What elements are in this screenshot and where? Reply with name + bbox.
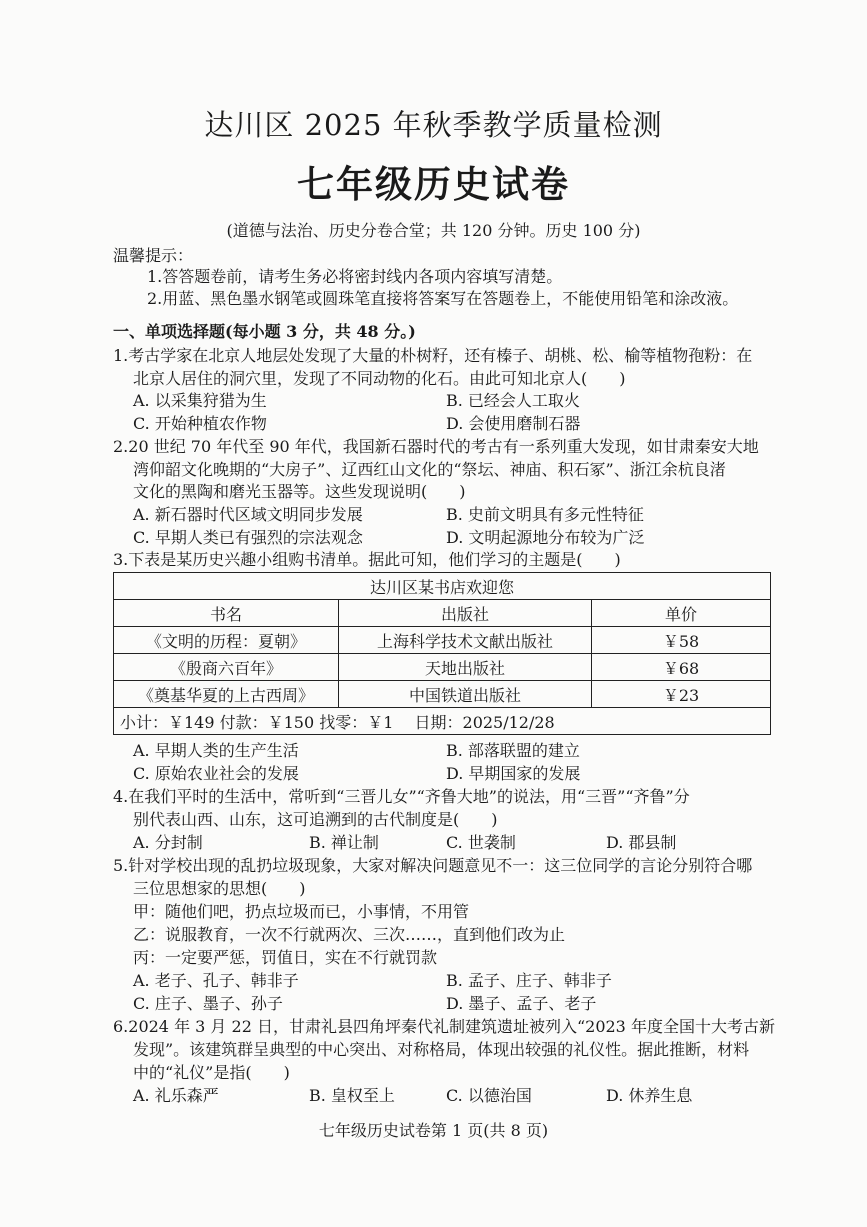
table-row [114, 681, 771, 708]
table-cell: 《奠基华夏的上古西周》 [114, 681, 339, 708]
q4-stem-line1: 4.在我们平时的生活中，常听到“三晋儿女”“齐鲁大地”的说法，用“三晋”“齐鲁”分 [113, 787, 690, 806]
q4-option-a: A. 分封制 [133, 833, 203, 852]
q5-option-c: C. 庄子、墨子、孙子 [133, 994, 283, 1013]
table-cell: 上海科学技术文献出版社 [339, 627, 592, 654]
q1-option-b: B. 已经会人工取火 [446, 391, 580, 410]
q5-stem-line2: 三位思想家的思想( ) [133, 879, 306, 898]
table-cell: ￥58 [592, 627, 771, 654]
section-title: 一、单项选择题(每小题 3 分，共 48 分。) [113, 322, 416, 341]
q5-statement-1: 甲：随他们吧，扔点垃圾而已，小事情，不用管 [133, 902, 470, 921]
q5-option-d: D. 墨子、孟子、老子 [446, 994, 597, 1013]
q6-stem-line1: 6.2024 年 3 月 22 日，甘肃礼县四角坪秦代礼制建筑遗址被列入“2023 年度全国十大考古新 [113, 1017, 775, 1036]
tip-1: 1.答答题卷前，请考生务必将密封线内各项内容填写清楚。 [147, 267, 563, 286]
q3-option-b: B. 部落联盟的建立 [446, 741, 580, 760]
q2-stem-line2: 湾仰韶文化晚期的“大房子”、辽西红山文化的“祭坛、神庙、积石冢”、浙江余杭良渚 [133, 460, 726, 479]
table-row [114, 627, 771, 654]
q5-statement-3: 丙：一定要严惩，罚值日，实在不行就罚款 [133, 948, 438, 967]
q1-stem-line1: 1.考古学家在北京人地层处发现了大量的朴树籽，还有榛子、胡桃、松、榆等植物孢粉：在 [113, 346, 753, 365]
q4-option-d: D. 郡县制 [606, 833, 677, 852]
table-header-price: 单价 [592, 600, 771, 627]
q4-option-c: C. 世袭制 [446, 833, 516, 852]
q2-option-b: B. 史前文明具有多元性特征 [446, 505, 644, 524]
table-summary: 小计：￥149 付款：￥150 找零：￥1 日期：2025/12/28 [114, 708, 771, 735]
q5-option-b: B. 孟子、庄子、韩非子 [446, 971, 612, 990]
tips-label: 温馨提示： [113, 246, 194, 265]
q2-option-d: D. 文明起源地分布较为广泛 [446, 528, 645, 547]
q6-stem-line2: 发现”。该建筑群呈典型的中心突出、对称格局，体现出较强的礼仪性。据此推断，材料 [133, 1040, 750, 1059]
q4-stem-line2: 别代表山西、山东，这可追溯到的古代制度是( ) [133, 810, 498, 829]
tip-2: 2.用蓝、黑色墨水钢笔或圆珠笔直接将答案写在答题卷上，不能使用铅笔和涂改液。 [147, 289, 739, 308]
q1-stem-line2: 北京人居住的洞穴里，发现了不同动物的化石。由此可知北京人( ) [133, 369, 626, 388]
q3-stem: 3.下表是某历史兴趣小组购书清单。据此可知，他们学习的主题是( ) [113, 550, 621, 569]
q3-option-c: C. 原始农业社会的发展 [133, 764, 299, 783]
q2-stem-line3: 文化的黑陶和磨光玉器等。这些发现说明( ) [133, 482, 466, 501]
q5-stem-line1: 5.针对学校出现的乱扔垃圾现象，大家对解决问题意见不一：这三位同学的言论分别符合哪 [113, 856, 753, 875]
table-cell: 《殷商六百年》 [114, 654, 339, 681]
q1-option-d: D. 会使用磨制石器 [446, 414, 581, 433]
q2-option-a: A. 新石器时代区域文明同步发展 [133, 505, 363, 524]
table-cell: 《文明的历程：夏朝》 [114, 627, 339, 654]
q1-option-c: C. 开始种植农作物 [133, 414, 267, 433]
q6-option-b: B. 皇权至上 [309, 1086, 395, 1105]
table-header-publisher: 出版社 [339, 600, 592, 627]
q6-option-a: A. 礼乐森严 [133, 1086, 219, 1105]
q6-option-c: C. 以德治国 [446, 1086, 532, 1105]
q1-option-a: A. 以采集狩猎为生 [133, 391, 267, 410]
q2-option-c: C. 早期人类已有强烈的宗法观念 [133, 528, 363, 547]
table-row [114, 654, 771, 681]
exam-note: (道德与法治、历史分卷合堂；共 120 分钟。历史 100 分) [226, 221, 641, 240]
table-cell: ￥23 [592, 681, 771, 708]
q3-option-d: D. 早期国家的发展 [446, 764, 581, 783]
exam-title: 达川区 2025 年秋季教学质量检测 [204, 108, 663, 142]
q2-stem-line1: 2.20 世纪 70 年代至 90 年代，我国新石器时代的考古有一系列重大发现，如甘肃秦安大地 [113, 437, 759, 456]
table-caption: 达川区某书店欢迎您 [114, 573, 771, 600]
table-cell: 天地出版社 [339, 654, 592, 681]
table-header-title: 书名 [114, 600, 339, 627]
q4-option-b: B. 禅让制 [309, 833, 379, 852]
table-cell: 中国铁道出版社 [339, 681, 592, 708]
q6-stem-line3: 中的“礼仪”是指( ) [133, 1063, 290, 1082]
book-list-table [113, 572, 771, 735]
table-cell: ￥68 [592, 654, 771, 681]
page-footer: 七年级历史试卷第 1 页(共 8 页) [318, 1121, 549, 1140]
q5-option-a: A. 老子、孔子、韩非子 [133, 971, 299, 990]
q3-option-a: A. 早期人类的生产生活 [133, 741, 299, 760]
q6-option-d: D. 休养生息 [606, 1086, 693, 1105]
exam-subtitle: 七年级历史试卷 [297, 162, 570, 206]
q5-statement-2: 乙：说服教育，一次不行就两次、三次……，直到他们改为止 [133, 925, 566, 944]
